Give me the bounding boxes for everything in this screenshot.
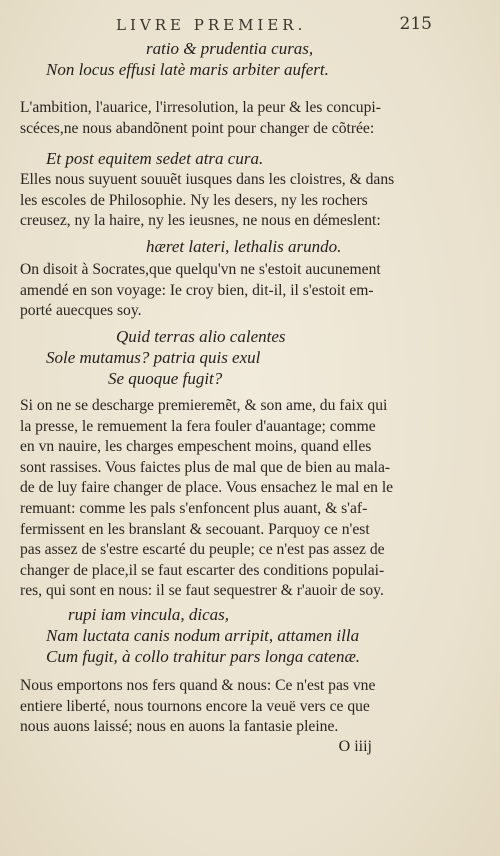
prose-paragraph-4 [0,396,500,602]
running-header [20,14,478,40]
prose-paragraph-1 [0,98,500,139]
verse-line: rupi iam vincula, dicas, [68,605,230,624]
verse-quote-2 [0,148,500,169]
verse-quote-5 [0,604,500,667]
prose-line: pas assez de s'estre escarté du peuple; ce n'est pas assez de [20,541,385,559]
verse-line: Non locus effusi latè maris arbiter aufert. [46,60,329,79]
prose-line: Nous emportons nos fers quand & nous: Ce n'est pas vne [20,677,376,694]
prose-line: scéces,ne nous abandõnent point pour changer de cõtrée: [20,119,375,137]
verse-quote-4 [0,326,500,389]
prose-line: changer de place,il se faut escarter des conditions populai- [20,561,385,579]
prose-line: L'ambition, l'auarice, l'irresolution, la peur & les concupi- [20,99,381,116]
verse-line: hæret lateri, lethalis arundo. [146,237,342,256]
prose-line: porté auecques soy. [20,302,142,320]
prose-line: remuant: comme les pals s'enfoncent plus auant, & s'af- [20,499,368,517]
prose-line: en vn nauire, les charges empeschent moins, quand elles [20,438,372,456]
verse-line: Sole mutamus? patria quis exul [46,348,261,367]
prose-paragraph-2 [0,170,500,232]
verse-quote-3 [0,236,500,257]
prose-line: sont rassises. Vous faictes plus de mal que de bien au mala- [20,458,391,476]
signature-mark: O iiij [338,738,372,755]
verse-line: Nam luctata canis nodum arripit, attamen illa [46,626,360,645]
prose-line: les escoles de Philosophie. Ny les desers, ny les rochers [20,191,368,209]
prose-line: res, qui sont en nous: il se faut sequestrer & r'auoir de soy. [20,582,384,600]
verse-line: Se quoque fugit? [108,369,223,388]
prose-line: creusez, ny la haire, ny les ieusnes, ne nous en démeslent: [20,212,381,230]
verse-quote-1 [0,38,500,80]
prose-line: de de luy faire changer de place. Vous ensachez le mal en le [20,479,394,497]
verse-line: Et post equitem sedet atra cura. [46,149,264,168]
prose-paragraph-5 [0,676,500,738]
prose-paragraph-3 [0,260,500,322]
prose-line: fermissent en les branslant & secouant. Parquoy ce n'est [20,520,370,538]
verse-line: Quid terras alio calentes [116,327,286,346]
verse-line: ratio & prudentia curas, [146,39,314,58]
prose-line: Elles nous suyuent souuẽt iusques dans les cloistres, & dans [20,171,395,188]
prose-line: entiere liberté, nous tournons encore la veuë vers ce que [20,697,370,715]
prose-line: On disoit à Socrates,que quelqu'vn ne s'estoit aucunement [20,261,381,278]
running-title: LIVRE PREMIER. [116,16,307,34]
prose-line: nous auons laissé; nous en auons la fantasie pleine. [20,718,339,736]
verse-line: Cum fugit, à collo trahitur pars longa catenæ. [46,647,361,666]
prose-line: la presse, le remuement la fera fouler d'auantage; comme [20,417,376,435]
page-number: 215 [399,14,432,34]
prose-line: Si on ne se descharge premieremẽt, & son ame, du faix qui [20,397,388,414]
prose-line: amendé en son voyage: Ie croy bien, dit-il, il s'estoit em- [20,281,374,299]
